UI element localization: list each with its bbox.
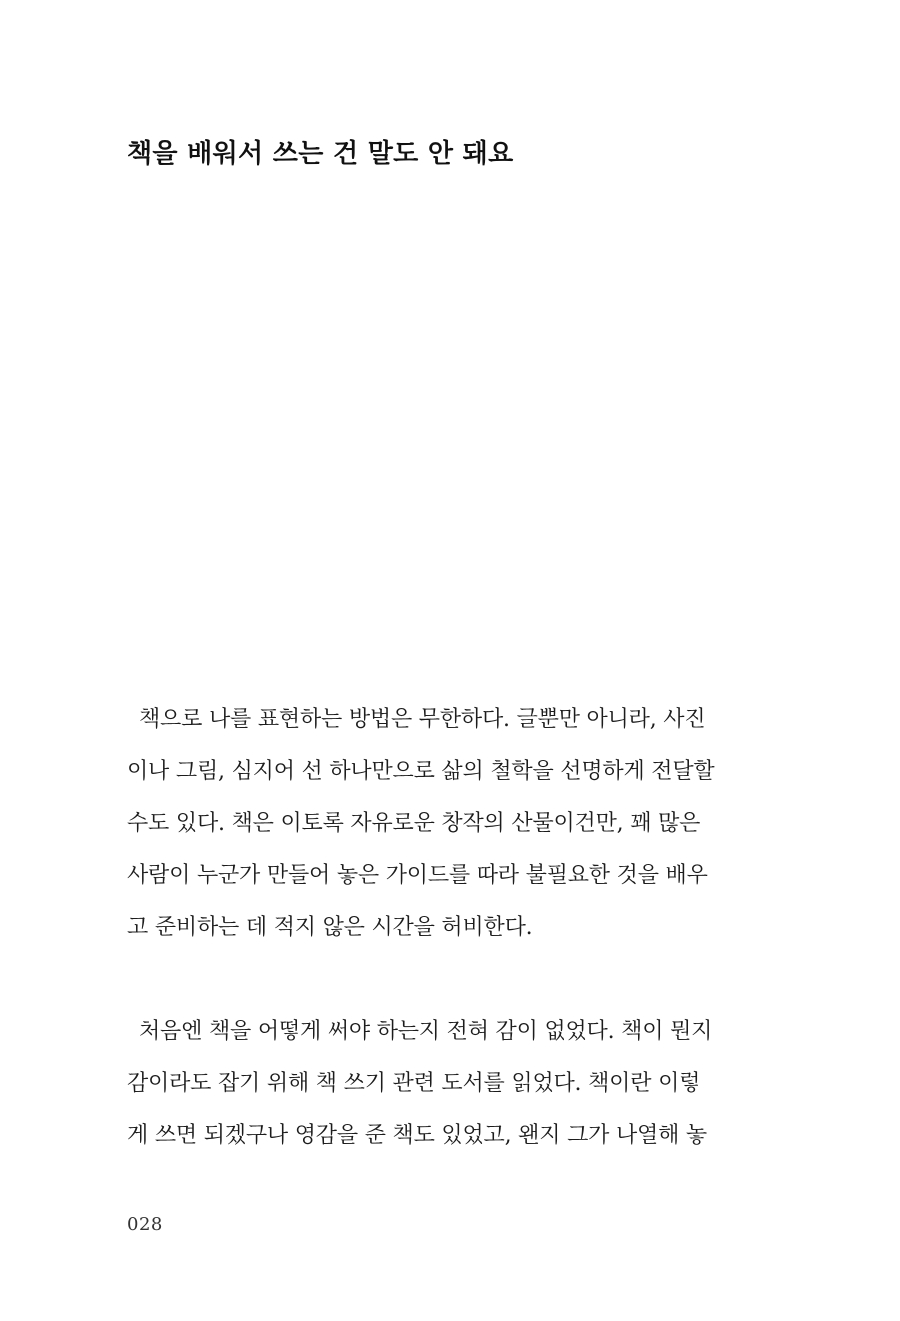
paragraph-1 — [127, 694, 767, 954]
paragraph-1-line-1: 책으로 나를 표현하는 방법은 무한하다. 글뿐만 아니라, 사진 — [139, 707, 706, 732]
chapter-title: 책을 배워서 쓰는 건 말도 안 돼요 — [127, 139, 514, 169]
paragraph-2 — [127, 1006, 767, 1162]
body-text — [127, 694, 767, 1162]
paragraph-2-line-1: 처음엔 책을 어떻게 써야 하는지 전혀 감이 없었다. 책이 뭔지 — [139, 1019, 713, 1044]
paragraph-1-line-5: 고 준비하는 데 적지 않은 시간을 허비한다. — [127, 915, 533, 940]
paragraph-2-line-2: 감이라도 잡기 위해 책 쓰기 관련 도서를 읽었다. 책이란 이렇 — [127, 1071, 701, 1096]
paragraph-1-line-4: 사람이 누군가 만들어 놓은 가이드를 따라 불필요한 것을 배우 — [127, 863, 708, 888]
paragraph-1-line-2: 이나 그림, 심지어 선 하나만으로 삶의 철학을 선명하게 전달할 — [127, 759, 715, 784]
paragraph-2-line-3: 게 쓰면 되겠구나 영감을 준 책도 있었고, 왠지 그가 나열해 놓 — [127, 1123, 707, 1148]
page-number: 028 — [127, 1214, 163, 1235]
paragraph-1-line-3: 수도 있다. 책은 이토록 자유로운 창작의 산물이건만, 꽤 많은 — [127, 811, 701, 836]
